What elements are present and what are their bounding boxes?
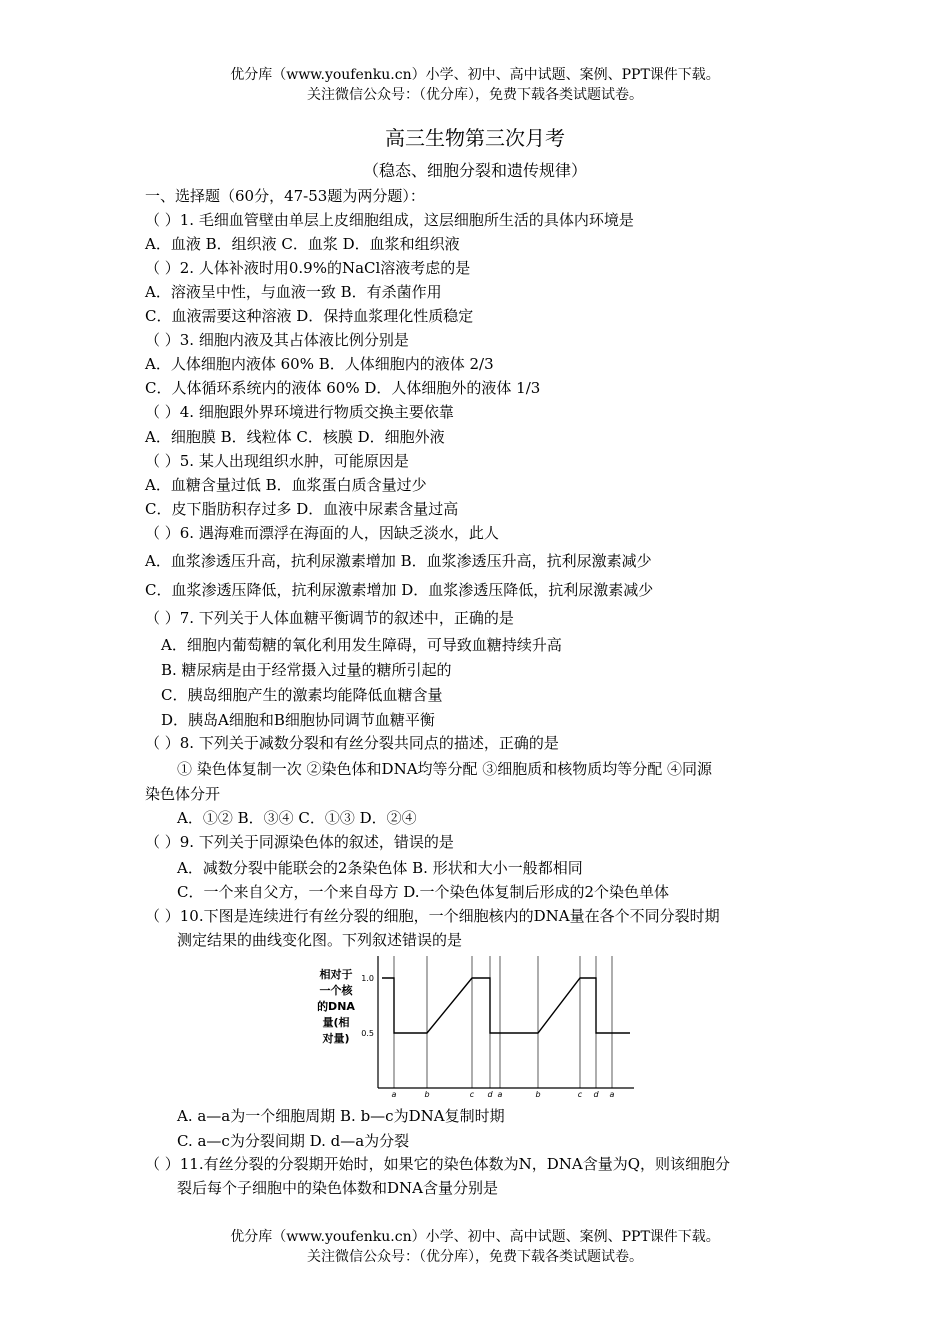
- question-11-cont: 裂后每个子细胞中的染色体数和DNA含量分别是: [177, 1179, 498, 1197]
- header-line-2: 关注微信公众号：（优分库），免费下载各类试题试卷。: [307, 87, 643, 103]
- q9-options-ab: A．减数分裂中能联会的2条染色体 B. 形状和大小一般都相同: [177, 859, 583, 877]
- dna-content-chart: [312, 948, 638, 1100]
- question-3: （ ）3. 细胞内液及其占体液比例分别是: [145, 331, 409, 349]
- question-1: （ ）1. 毛细血管壁由单层上皮细胞组成，这层细胞所生活的具体内环境是: [145, 211, 634, 229]
- chart-x-ticks: [392, 1090, 615, 1099]
- page-title: 高三生物第三次月考: [385, 126, 565, 150]
- chart-y-tick-label: 1.0: [361, 974, 374, 983]
- question-5: （ ）5. 某人出现组织水肿，可能原因是: [145, 452, 409, 470]
- question-10-cont: 测定结果的曲线变化图。下列叙述错误的是: [177, 931, 463, 949]
- question-10: （ ）10.下图是连续进行有丝分裂的细胞，一个细胞核内的DNA量在各个不同分裂时期: [145, 907, 720, 925]
- chart-phase-lines: [394, 956, 612, 1088]
- chart-x-tick-label: b: [535, 1090, 541, 1099]
- chart-x-tick-label: d: [593, 1090, 599, 1099]
- q2-options-cd: C．血液需要这种溶液 D．保持血浆理化性质稳定: [145, 307, 474, 325]
- question-8: （ ）8. 下列关于减数分裂和有丝分裂共同点的描述，正确的是: [145, 734, 559, 752]
- q10-options-ab: A. a—a为一个细胞周期 B. b—c为DNA复制时期: [177, 1107, 505, 1125]
- question-9: （ ）9. 下列关于同源染色体的叙述，错误的是: [145, 833, 454, 851]
- chart-ylabel-line: 相对于: [319, 968, 353, 981]
- chart-x-tick-label: b: [424, 1090, 430, 1099]
- q7-option-c: C．胰岛细胞产生的激素均能降低血糖含量: [161, 686, 443, 704]
- q3-options-cd: C．人体循环系统内的液体 60% D．人体细胞外的液体 1/3: [145, 379, 541, 397]
- section-heading: 一、选择题（60分，47-53题为两分题）：: [145, 187, 425, 205]
- chart-ylabel-line: 一个核: [319, 984, 353, 997]
- q2-options-ab: A．溶液呈中性，与血液一致 B．有杀菌作用: [145, 283, 442, 301]
- q6-options-ab: A．血浆渗透压升高，抗利尿激素增加 B．血浆渗透压升高，抗利尿激素减少: [145, 552, 652, 570]
- q8-statements: ① 染色体复制一次 ②染色体和DNA均等分配 ③细胞质和核物质均等分配 ④同源: [177, 760, 713, 778]
- q4-options: A．细胞膜 B．线粒体 C．核膜 D．细胞外液: [145, 428, 445, 446]
- q3-options-ab: A．人体细胞内液体 60% B．人体细胞内的液体 2/3: [145, 355, 494, 373]
- q7-option-a: A．细胞内葡萄糖的氧化利用发生障碍，可导致血糖持续升高: [161, 636, 562, 654]
- footer-line-2: 关注微信公众号：（优分库），免费下载各类试题试卷。: [307, 1249, 643, 1265]
- header-line-1: 优分库（www.youfenku.cn）小学、初中、高中试题、案例、PPT课件下载。: [230, 67, 720, 83]
- chart-y-ticks: [361, 974, 374, 1038]
- question-11: （ ）11.有丝分裂的分裂期开始时，如果它的染色体数为N，DNA含量为Q，则该细胞分: [145, 1155, 731, 1173]
- q5-options-cd: C．皮下脂肪积存过多 D．血液中尿素含量过高: [145, 500, 459, 518]
- question-7: （ ）7. 下列关于人体血糖平衡调节的叙述中，正确的是: [145, 609, 514, 627]
- chart-y-tick-label: 0.5: [361, 1029, 374, 1038]
- question-6: （ ）6. 遇海难而漂浮在海面的人，因缺乏淡水，此人: [145, 524, 499, 542]
- q7-option-b: B. 糖尿病是由于经常摄入过量的糖所引起的: [161, 661, 452, 679]
- q9-options-cd: C．一个来自父方，一个来自母方 D.一个染色体复制后形成的2个染色单体: [177, 883, 670, 901]
- footer-line-1: 优分库（www.youfenku.cn）小学、初中、高中试题、案例、PPT课件下载。: [230, 1229, 720, 1245]
- question-2: （ ）2. 人体补液时用0.9%的NaCl溶液考虑的是: [145, 259, 471, 277]
- page-subtitle: （稳态、细胞分裂和遗传规律）: [362, 161, 587, 180]
- q7-option-d: D．胰岛A细胞和B细胞协同调节血糖平衡: [161, 711, 435, 729]
- question-4: （ ）4. 细胞跟外界环境进行物质交换主要依靠: [145, 403, 454, 421]
- chart-ylabel-line: 量(相: [322, 1016, 350, 1029]
- chart-x-tick-label: a: [497, 1090, 503, 1099]
- chart-x-tick-label: a: [391, 1090, 397, 1099]
- q5-options-ab: A．血糖含量过低 B．血浆蛋白质含量过少: [145, 476, 427, 494]
- q8-statements-cont: 染色体分开: [145, 785, 221, 803]
- chart-x-tick-label: a: [609, 1090, 615, 1099]
- q1-options: A．血液 B．组织液 C．血浆 D．血浆和组织液: [145, 235, 460, 253]
- chart-x-tick-label: c: [469, 1090, 475, 1099]
- chart-series-line: [382, 978, 630, 1033]
- chart-x-tick-label: c: [577, 1090, 583, 1099]
- chart-x-tick-label: d: [487, 1090, 493, 1099]
- q8-options: A．①② B．③④ C．①③ D．②④: [177, 809, 417, 827]
- q10-options-cd: C. a—c为分裂间期 D. d—a为分裂: [177, 1132, 410, 1150]
- chart-y-axis-label: [317, 967, 355, 1045]
- q6-options-cd: C．血浆渗透压降低，抗利尿激素增加 D．血浆渗透压降低，抗利尿激素减少: [145, 581, 654, 599]
- chart-ylabel-line: 对量): [322, 1032, 350, 1045]
- chart-ylabel-line: 的DNA: [317, 1000, 355, 1013]
